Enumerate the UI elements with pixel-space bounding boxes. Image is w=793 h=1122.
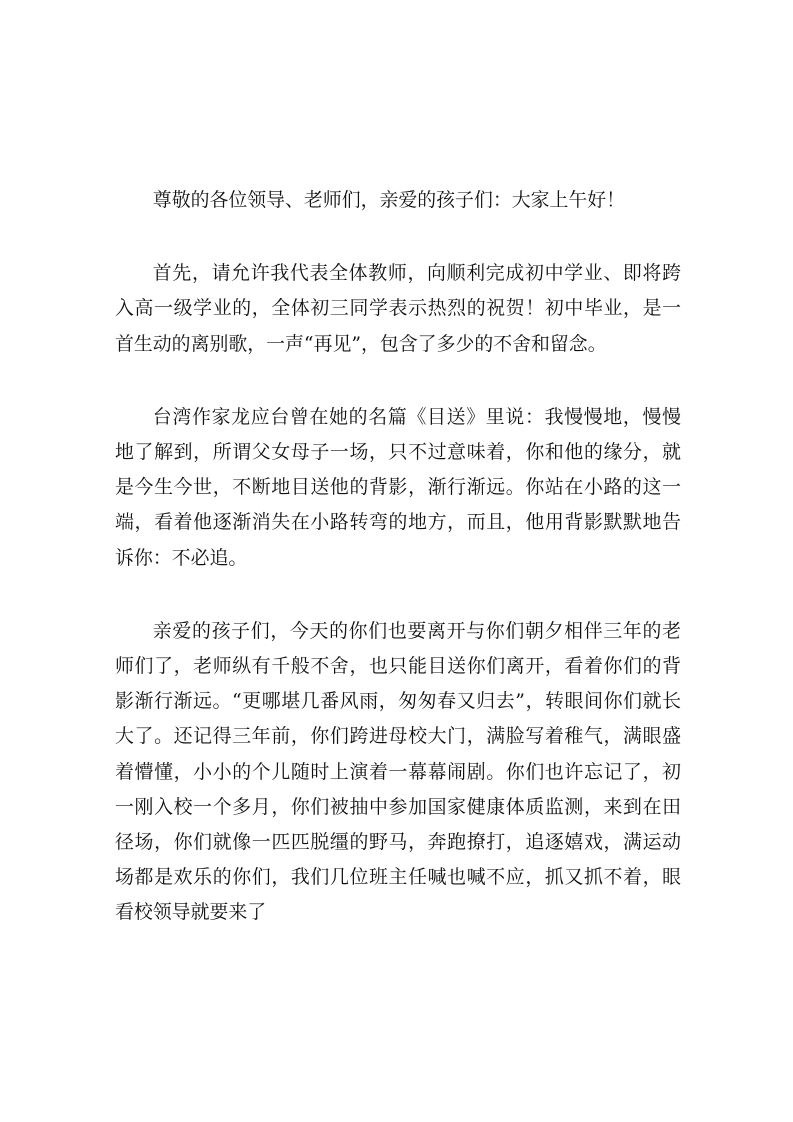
congratulations-paragraph: 首先，请允许我代表全体教师，向顺利完成初中学业、即将跨入高一级学业的，全体初三同学表示热烈的祝贺！初中毕业，是一首生动的离别歌，一声“再见”，包含了多少的不舍和留念。 <box>115 262 681 355</box>
quote-paragraph: 台湾作家龙应台曾在她的名篇《目送》里说：我慢慢地，慢慢地了解到，所谓父女母子一场，只不过意味着，你和他的缘分，就是今生今世，不断地目送他的背影，渐行渐远。你站在小路的这一端，看着他逐渐消失在小路转弯的地方，而且，他用背影默默地告诉你：不必追。 <box>115 405 681 569</box>
memories-paragraph: 亲爱的孩子们，今天的你们也要离开与你们朝夕相伴三年的老师们了，老师纵有千般不舍，也只能目送你们离开，看着你们的背影渐行渐远。“更哪堪几番风雨，匆匆春又归去”，转眼间你们就长大了。还记得三年前，你们跨进母校大门，满脸写着稚气，满眼盛着懵懂，小小的个儿随时上演着一幕幕闹剧。你们也许忘记了，初一刚入校一个多月，你们被抽中参加国家健康体质监测，来到在田径场，你们就像一匹匹脱缰的野马，奔跑撩打，追逐嬉戏，满运动场都是欢乐的你们，我们几位班主任喊也喊不应，抓又抓不着，眼看校领导就要来了 <box>115 619 681 924</box>
document-body <box>115 183 681 931</box>
greeting-paragraph: 尊敬的各位领导、老师们，亲爱的孩子们：大家上午好！ <box>152 189 626 211</box>
